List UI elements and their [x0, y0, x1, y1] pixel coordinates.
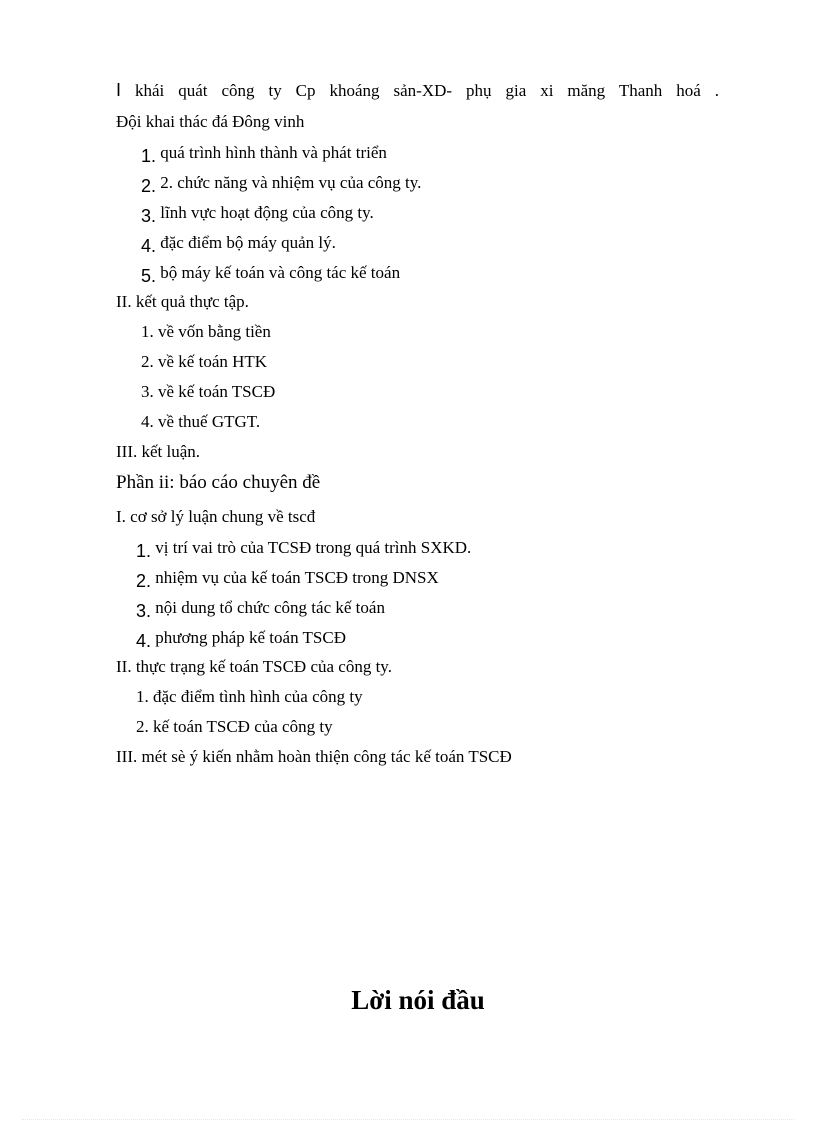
list-item-number: 1.	[136, 541, 152, 561]
list-item	[141, 201, 374, 224]
list-item	[141, 261, 400, 284]
section-heading: III. mét sè ý kiến nhằm hoàn thiện công tác kế toán TSCĐ	[116, 747, 512, 766]
list-item-text: phương pháp kế toán TSCĐ	[155, 628, 346, 647]
list-item-text: quá trình hình thành và phát triển	[160, 143, 387, 162]
list-item: 2. kế toán TSCĐ của công ty	[136, 717, 333, 736]
list-item-text: 2. chức năng và nhiệm vụ của công ty.	[160, 173, 422, 192]
list-item: 1. đặc điểm tình hình của công ty	[136, 687, 363, 706]
list-item: 2. về kế toán HTK	[141, 352, 268, 371]
list-item-number: 3.	[141, 206, 157, 226]
list-item	[141, 171, 421, 194]
section-heading: II. kết quả thực tập.	[116, 292, 249, 311]
list-item-number: 2.	[141, 176, 157, 196]
list-item	[136, 566, 439, 589]
page-title: Lời nói đầu	[351, 985, 485, 1015]
list-item-number: 5.	[141, 266, 157, 286]
list-item	[141, 231, 336, 254]
list-item: 1. về vốn bằng tiền	[141, 322, 271, 341]
section-heading: III. kết luận.	[116, 442, 201, 461]
list-item-text: đặc điểm bộ máy quản lý.	[160, 233, 336, 252]
list-item	[136, 536, 471, 559]
list-item-text: vị trí vai trò của TCSĐ trong quá trình SXKD.	[155, 538, 472, 557]
part1-heading-text: khái quát công ty Cp khoáng sản-XD- phụ gia xi măng Thanh hoá .	[135, 81, 720, 100]
list-item-number: 4.	[136, 631, 152, 651]
list-item-text: lĩnh vực hoạt động của công ty.	[160, 203, 374, 222]
list-item-number: 2.	[136, 571, 152, 591]
list-item-number: 4.	[141, 236, 157, 256]
list-item-text: nội dung tổ chức công tác kế toán	[155, 598, 385, 617]
part1-heading-number: I	[116, 80, 122, 100]
list-item: 4. về thuế GTGT.	[141, 412, 261, 431]
part1-heading	[116, 79, 719, 102]
list-item	[141, 141, 387, 164]
list-item-number: 3.	[136, 601, 152, 621]
list-item	[136, 626, 346, 649]
page-bottom-rule	[22, 1119, 794, 1120]
section-heading: I. cơ sở lý luận chung về tscđ	[116, 507, 316, 526]
part2-heading: Phần ii: báo cáo chuyên đề	[116, 472, 321, 493]
list-item-text: bộ máy kế toán và công tác kế toán	[160, 263, 401, 282]
section-heading: II. thực trạng kế toán TSCĐ của công ty.	[116, 657, 392, 676]
list-item	[136, 596, 385, 619]
list-item-number: 1.	[141, 146, 157, 166]
list-item: 3. về kế toán TSCĐ	[141, 382, 276, 401]
list-item-text: nhiệm vụ của kế toán TSCĐ trong DNSX	[155, 568, 439, 587]
part1-heading-continuation: Đội khai thác đá Đông vinh	[116, 112, 305, 131]
